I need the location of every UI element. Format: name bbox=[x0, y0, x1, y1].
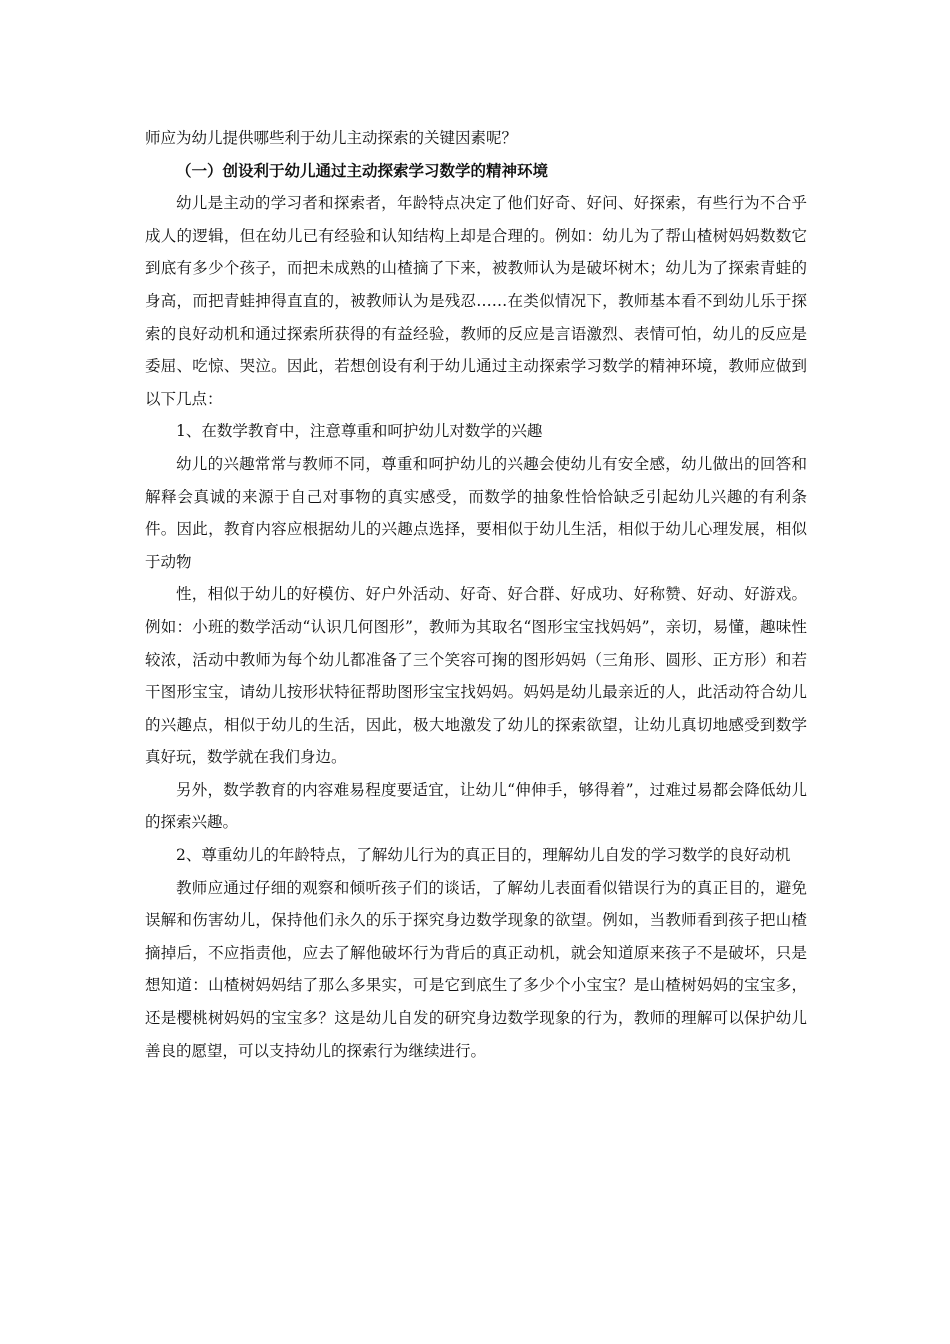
paragraph-body: 教师应通过仔细的观察和倾听孩子们的谈话，了解幼儿表面看似错误行为的真正目的，避免误解和伤害幼儿，保持他们永久的乐于探究身边数学现象的欲望。例如，当教师看到孩子把山楂摘掉后，不应指责他，应去了解他破坏行为背后的真正动机，就会知道原来孩子不是破坏，只是想知道：山楂树妈妈结了那么多果实，可是它到底生了多少个小宝宝？是山楂树妈妈的宝宝多，还是樱桃树妈妈的宝宝多？这是幼儿自发的研究身边数学现象的行为，教师的理解可以保护幼儿善良的愿望，可以支持幼儿的探索行为继续进行。 bbox=[145, 878, 807, 1060]
subheading-point-2: 2、尊重幼儿的年龄特点，了解幼儿行为的真正目的，理解幼儿自发的学习数学的良好动机 bbox=[176, 846, 791, 865]
subheading-point-1: 1、在数学教育中，注意尊重和呵护幼儿对数学的兴趣 bbox=[176, 422, 543, 441]
paragraph-intro-question: 师应为幼儿提供哪些利于幼儿主动探索的关键因素呢？ bbox=[145, 129, 518, 147]
paragraph-body: 幼儿的兴趣常常与教师不同，尊重和呵护幼儿的兴趣会使幼儿有安全感，幼儿做出的回答和解释会真诚的来源于自己对事物的真实感受，而数学的抽象性恰恰缺乏引起幼儿兴趣的有利条件。因此，教育内容应根据幼儿的兴趣点选择，要相似于幼儿生活，相似于幼儿心理发展，相似于动物 bbox=[145, 454, 807, 571]
document-body bbox=[145, 122, 807, 1067]
paragraph-body: 性，相似于幼儿的好模仿、好户外活动、好奇、好合群、好成功、好称赞、好动、好游戏。例如：小班的数学活动“认识几何图形”，教师为其取名“图形宝宝找妈妈”，亲切，易懂，趣味性较浓，活动中教师为每个幼儿都准备了三个笑容可掬的图形妈妈（三角形、圆形、正方形）和若干图形宝宝，请幼儿按形状特征帮助图形宝宝找妈妈。妈妈是幼儿最亲近的人，此活动符合幼儿的兴趣点，相似于幼儿的生活，因此，极大地激发了幼儿的探索欲望，让幼儿真切地感受到数学真好玩，数学就在我们身边。 bbox=[145, 585, 807, 767]
section-heading-1: （一）创设利于幼儿通过主动探索学习数学的精神环境 bbox=[176, 160, 549, 180]
paragraph-body: 另外，数学教育的内容难易程度要适宜，让幼儿“伸伸手，够得着”，过难过易都会降低幼儿的探索兴趣。 bbox=[145, 780, 807, 832]
paragraph-body: 幼儿是主动的学习者和探索者，年龄特点决定了他们好奇、好问、好探索，有些行为不合乎成人的逻辑，但在幼儿已有经验和认知结构上却是合理的。例如：幼儿为了帮山楂树妈妈数数它到底有多少个孩子，而把未成熟的山楂摘了下来，被教师认为是破坏树木；幼儿为了探索青蛙的身高，而把青蛙抻得直直的，被教师认为是残忍……在类似情况下，教师基本看不到幼儿乐于探索的良好动机和通过探索所获得的有益经验，教师的反应是言语激烈、表情可怕，幼儿的反应是委屈、吃惊、哭泣。因此，若想创设有利于幼儿通过主动探索学习数学的精神环境，教师应做到以下几点： bbox=[145, 194, 807, 408]
